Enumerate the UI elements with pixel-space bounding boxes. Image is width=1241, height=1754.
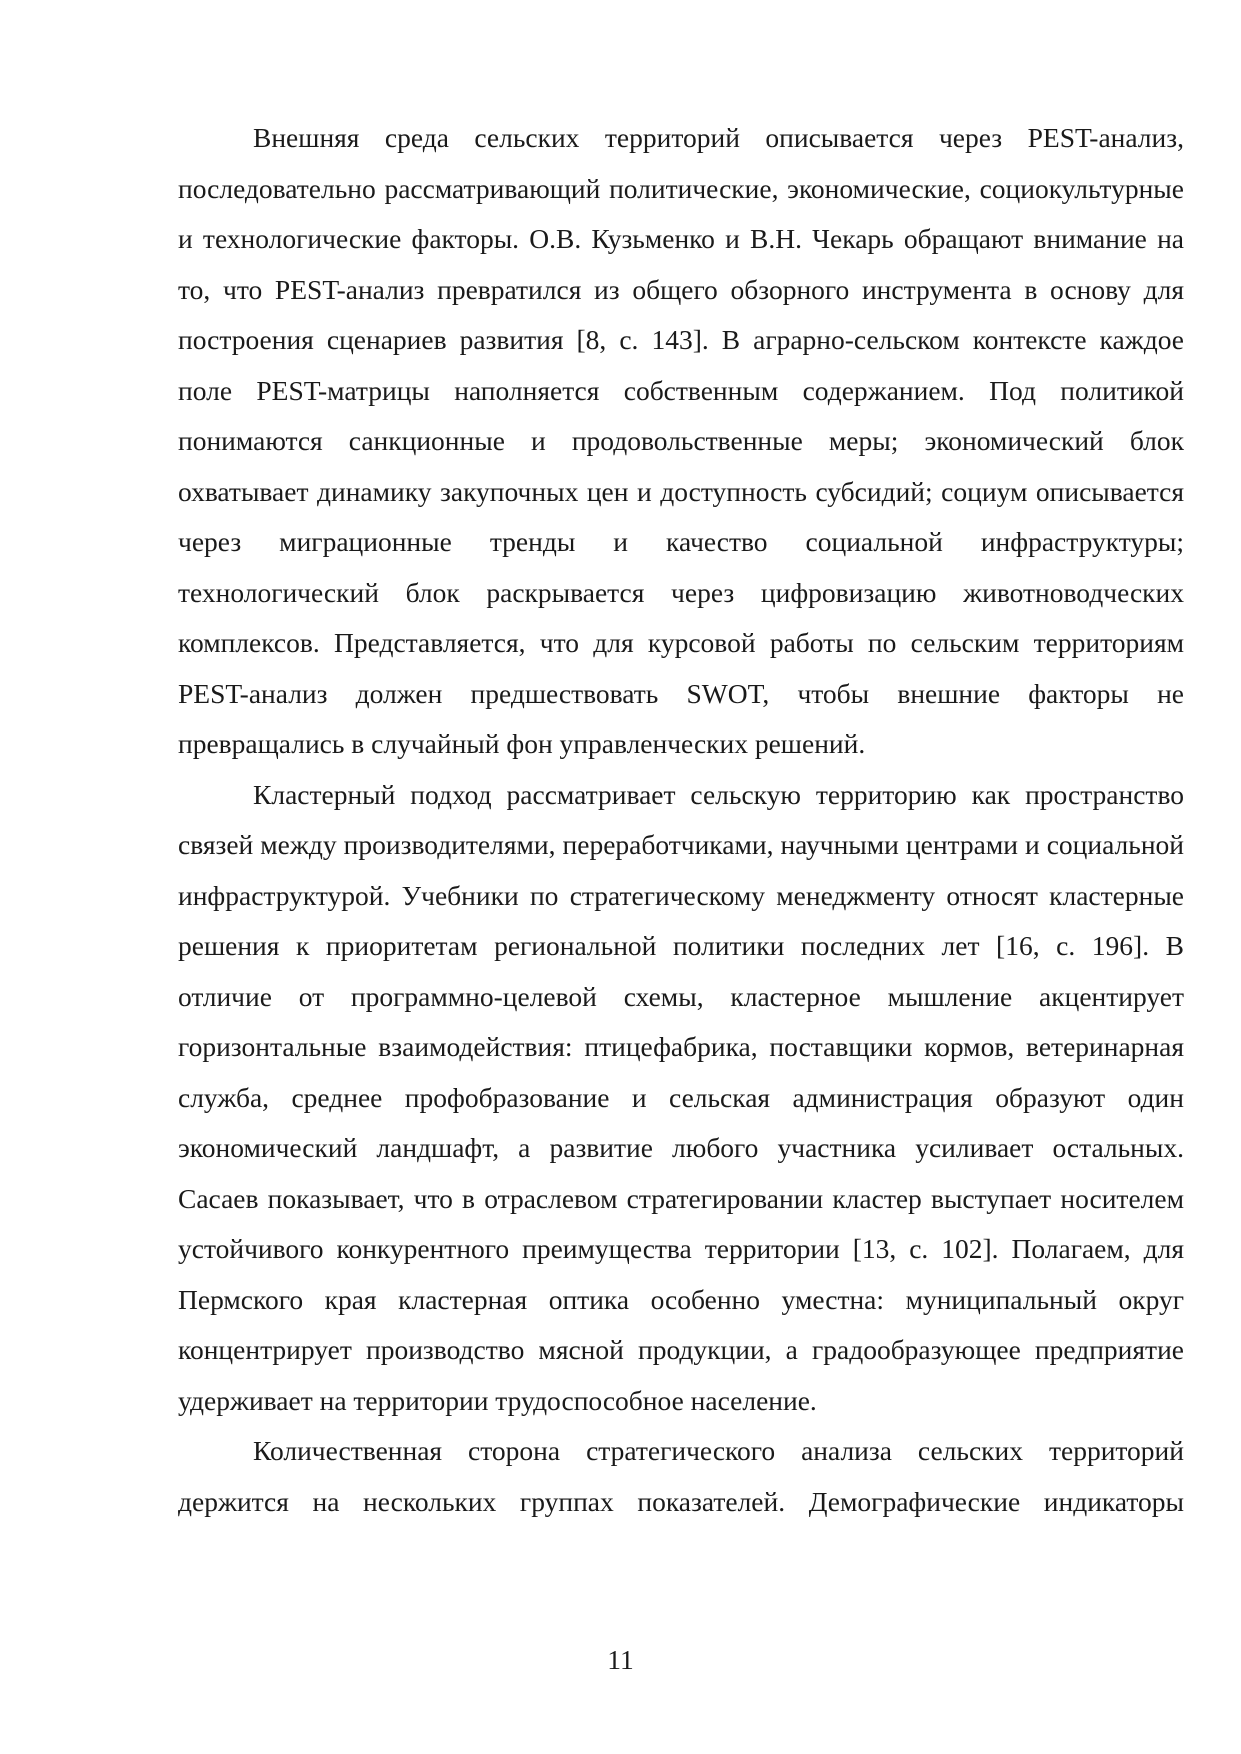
body-text — [178, 113, 1184, 1527]
paragraph-cluster-approach: Кластерный подход рассматривает сельскую территорию как пространство связей между производителями, переработчиками, научными центрами и социальной инфраструктурой. Учебники по стратегическому менеджменту относят кластерные решения к приоритетам региональной политики последних лет [16, с. 196]. В отличие от программно-целевой схемы, кластерное мышление акцентирует горизонтальные взаимодействия: птицефабрика, поставщики кормов, ветеринарная служба, среднее профобразование и сельская администрация образуют один экономический ландшафт, а развитие любого участника усиливает остальных. Сасаев показывает, что в отраслевом стратегировании кластер выступает носителем устойчивого конкурентного преимущества территории [13, с. 102]. Полагаем, для Пермского края кластерная оптика особенно уместна: муниципальный округ концентрирует производство мясной продукции, а градообразующее предприятие удерживает на территории трудоспособное население. — [178, 778, 1184, 1416]
paragraph-quantitative-analysis: Количественная сторона стратегического анализа сельских территорий держится на нескольких группах показателей. Демографические индикаторы — [178, 1435, 1184, 1517]
page-number: 11 — [607, 1644, 634, 1675]
paragraph-pest-analysis: Внешняя среда сельских территорий описывается через PEST-анализ, последовательно рассматривающий политические, экономические, социокультурные и технологические факторы. О.В. Кузьменко и В.Н. Чекарь обращают внимание на то, что PEST-анализ превратился из общего обзорного инструмента в основу для построения сценариев развития [8, с. 143]. В аграрно-сельском контексте каждое поле PEST-матрицы наполняется собственным содержанием. Под политикой понимаются санкционные и продовольственные меры; экономический блок охватывает динамику закупочных цен и доступность субсидий; социум описывается через миграционные тренды и качество социальной инфраструктуры; технологический блок раскрывается через цифровизацию животноводческих комплексов. Представляется, что для курсовой работы по сельским территориям PEST-анализ должен предшествовать SWOT, чтобы внешние факторы не превращались в случайный фон управленческих решений. — [178, 122, 1184, 759]
